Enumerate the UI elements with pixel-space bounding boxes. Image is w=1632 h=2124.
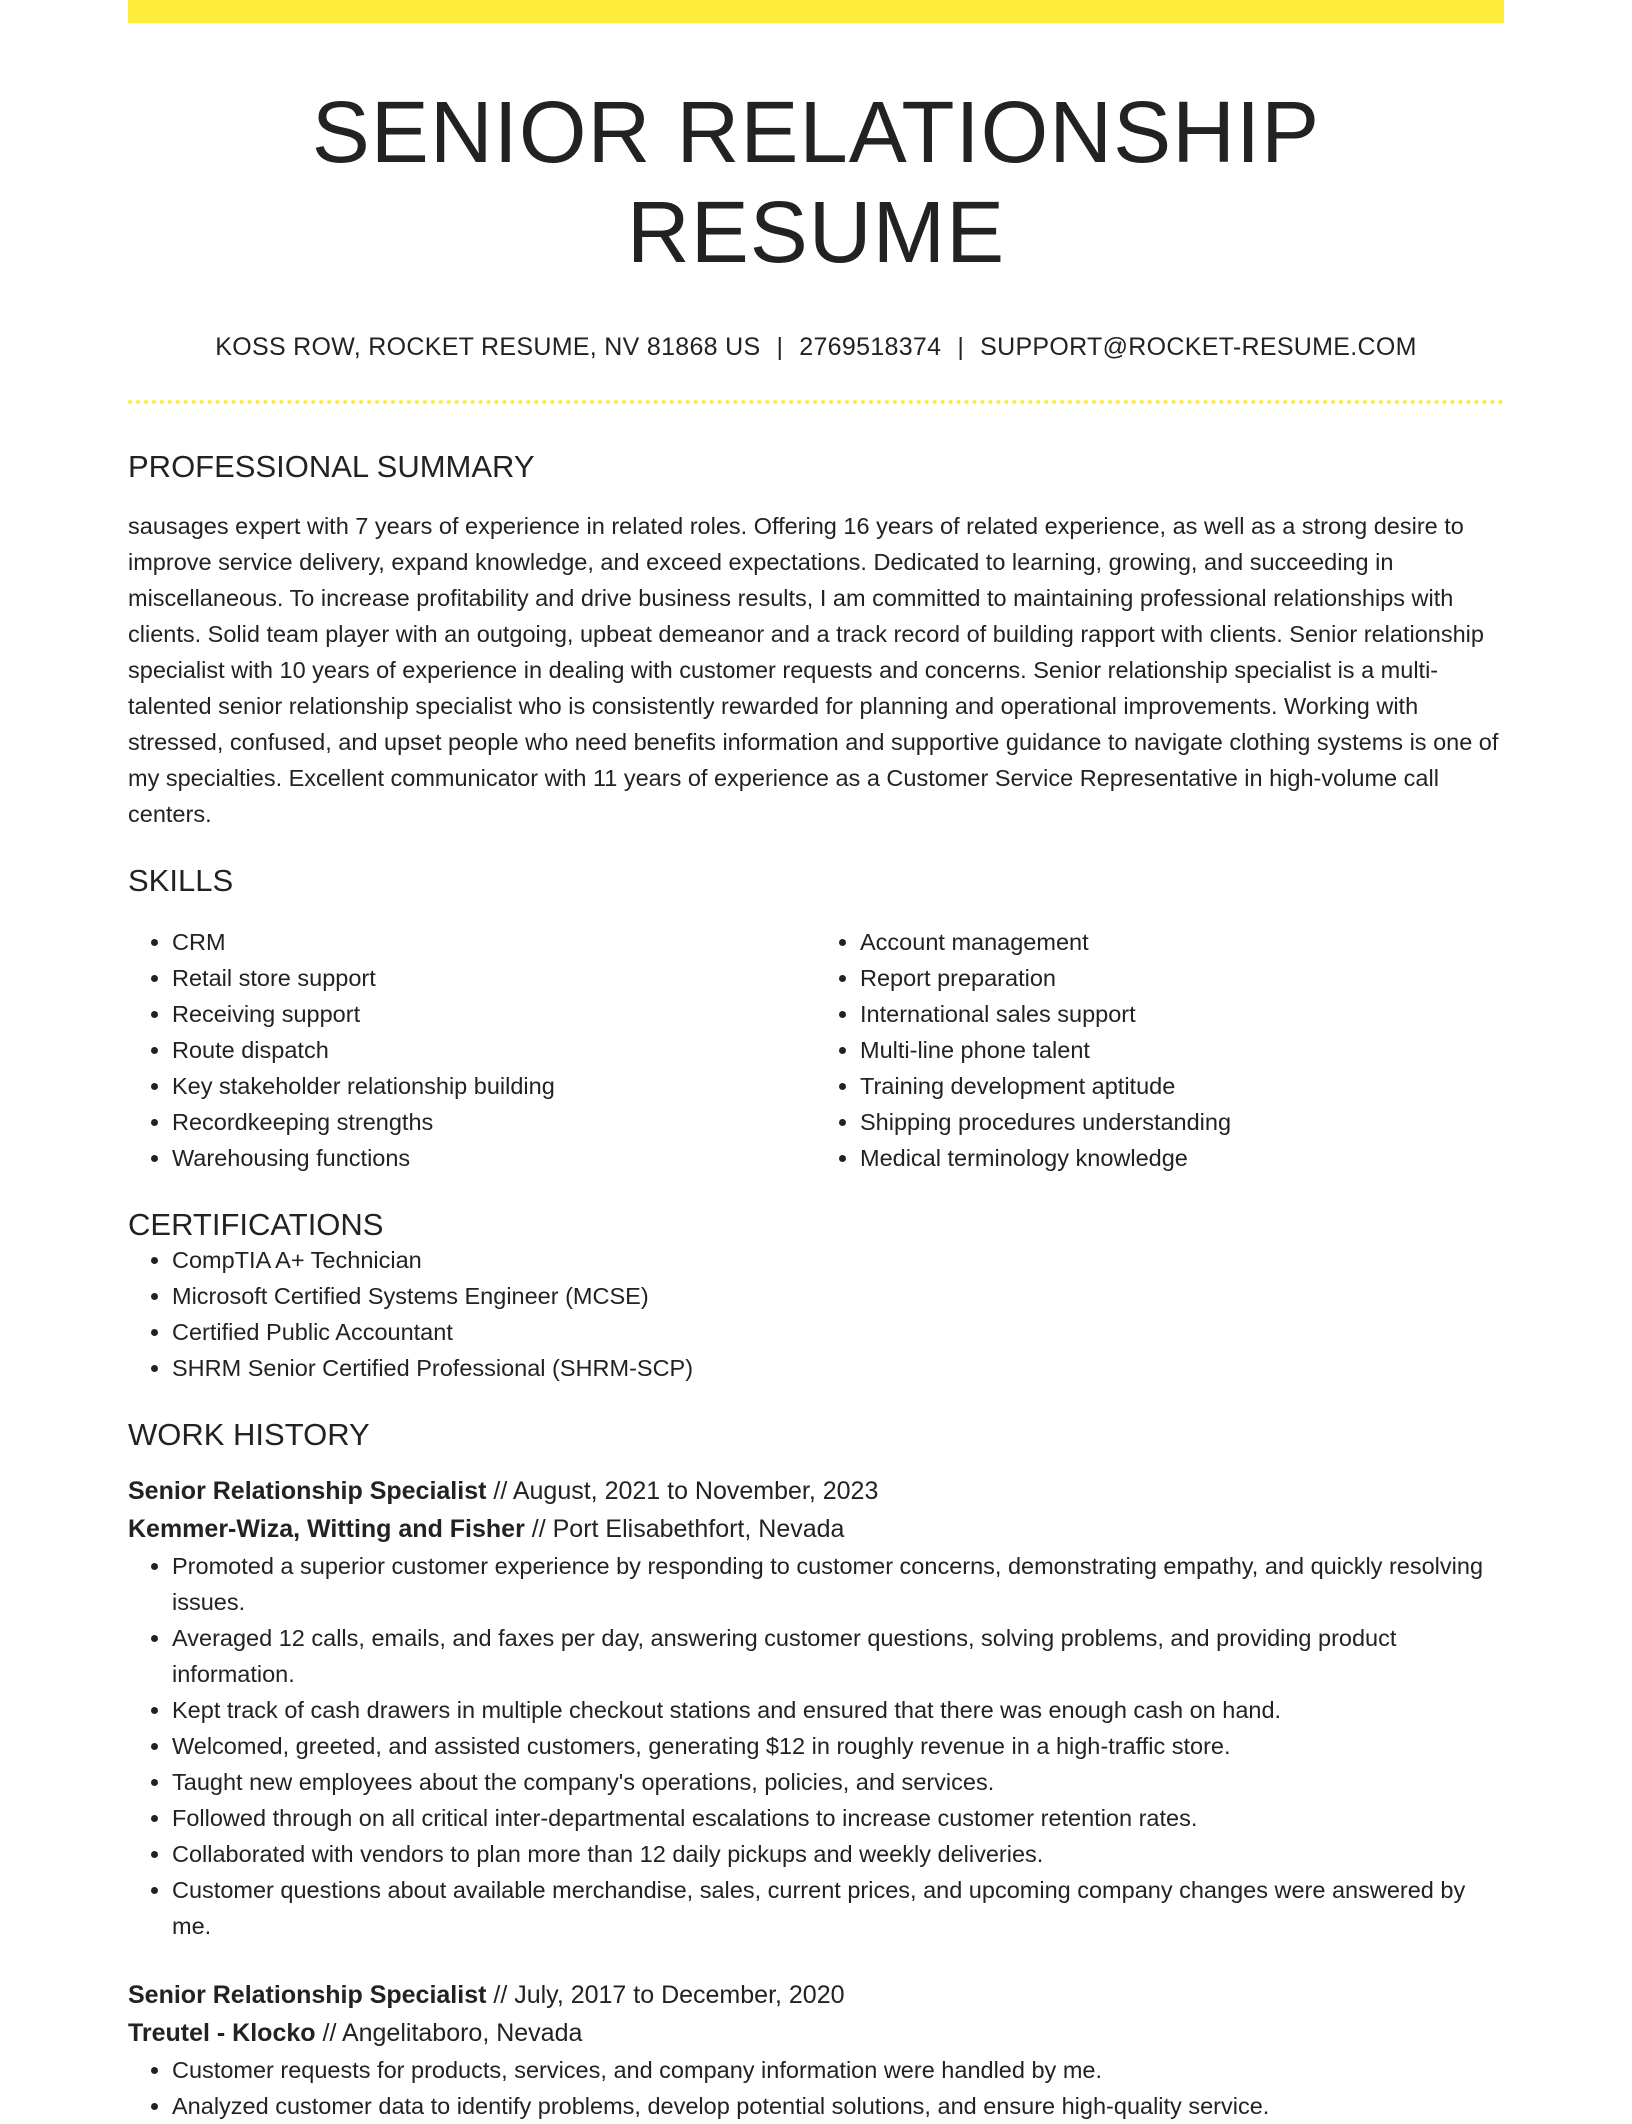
job-entry: [128, 1976, 1504, 2124]
job-company: Treutel - Klocko: [128, 2019, 316, 2048]
skill-item: • Receiving support: [172, 996, 816, 1032]
skills-list: [128, 924, 1504, 1176]
contact-email[interactable]: SUPPORT@ROCKET-RESUME.COM: [980, 333, 1417, 362]
job-location: // Angelitaboro, Nevada: [315, 2019, 583, 2048]
certification-item: • SHRM Senior Certified Professional (SHRM-SCP): [172, 1350, 1504, 1386]
job-bullet: • Analyzed customer data to identify problems, develop potential solutions, and ensure high-quality service.: [172, 2088, 1504, 2124]
skill-item: • Report preparation: [860, 960, 1504, 996]
job-bullet: • Followed through on all critical inter-departmental escalations to increase customer retention rates.: [172, 1800, 1504, 1836]
job-bullet: • Promoted a superior customer experience by responding to customer concerns, demonstrating empathy, and quickly resolving issues.: [172, 1548, 1504, 1620]
skill-item: • Shipping procedures understanding: [860, 1104, 1504, 1140]
skill-item: • Account management: [860, 924, 1504, 960]
dotted-divider: [128, 400, 1504, 404]
job-bullets: [128, 2052, 1504, 2124]
job-bullet: • Customer questions about available merchandise, sales, current prices, and upcoming company changes were answered by me.: [172, 1872, 1504, 1944]
job-role: Senior Relationship Specialist: [128, 1477, 487, 1506]
certification-item: • Microsoft Certified Systems Engineer (MCSE): [172, 1278, 1504, 1314]
job-header: [128, 1976, 1504, 2052]
contact-separator: |: [957, 333, 965, 362]
skill-item: • Key stakeholder relationship building: [172, 1068, 816, 1104]
job-bullet: • Welcomed, greeted, and assisted customers, generating $12 in roughly revenue in a high-traffic store.: [172, 1728, 1504, 1764]
skill-item: • Warehousing functions: [172, 1140, 816, 1176]
contact-separator: |: [776, 333, 784, 362]
job-bullet: • Customer requests for products, services, and company information were handled by me.: [172, 2052, 1504, 2088]
job-entry: [128, 1472, 1504, 1944]
job-bullet: • Averaged 12 calls, emails, and faxes per day, answering customer questions, solving problems, and providing product information.: [172, 1620, 1504, 1692]
skills-column-left: [128, 924, 816, 1176]
skills-heading: SKILLS: [128, 863, 234, 899]
job-bullet: • Kept track of cash drawers in multiple checkout stations and ensured that there was enough cash on hand.: [172, 1692, 1504, 1728]
job-dates: // July, 2017 to December, 2020: [486, 1981, 845, 2010]
skill-item: • CRM: [172, 924, 816, 960]
work-history-heading: WORK HISTORY: [128, 1417, 370, 1453]
summary-heading: PROFESSIONAL SUMMARY: [128, 449, 535, 485]
job-title-line: [128, 1472, 1504, 1510]
certification-item: • CompTIA A+ Technician: [172, 1242, 1504, 1278]
skill-item: • Route dispatch: [172, 1032, 816, 1068]
job-bullet: • Taught new employees about the company's operations, policies, and services.: [172, 1764, 1504, 1800]
contact-address: KOSS ROW, ROCKET RESUME, NV 81868 US: [215, 333, 761, 362]
certifications-heading: CERTIFICATIONS: [128, 1207, 384, 1243]
contact-line: [128, 333, 1504, 362]
certification-item: • Certified Public Accountant: [172, 1314, 1504, 1350]
job-dates: // August, 2021 to November, 2023: [486, 1477, 879, 1506]
job-location: // Port Elisabethfort, Nevada: [524, 1515, 845, 1544]
resume-page: [128, 0, 1504, 2124]
job-company: Kemmer-Wiza, Witting and Fisher: [128, 1515, 525, 1544]
skills-column-right: [816, 924, 1504, 1176]
certifications-list: [128, 1242, 1504, 1386]
summary-text: sausages expert with 7 years of experience in related roles. Offering 16 years of related experience, as well as a strong desire to improve service delivery, expand knowledge, and exceed expectations. Dedicated to learning, growing, and succeeding in miscellaneous. To increase profitability and drive business results, I am committed to maintaining professional relationships with clients. Solid team player with an outgoing, upbeat demeanor and a track record of building rapport with clients. Senior relationship specialist with 10 years of experience in dealing with customer requests and concerns. Senior relationship specialist is a multi-talented senior relationship specialist who is consistently rewarded for planning and operational improvements. Working with stressed, confused, and upset people who need benefits information and supportive guidance to navigate clothing systems is one of my specialties. Excellent communicator with 11 years of experience as a Customer Service Representative in high-volume call centers.: [128, 513, 1499, 828]
job-role: Senior Relationship Specialist: [128, 1981, 487, 2010]
job-title-line: [128, 1976, 1504, 2014]
accent-top-bar: [128, 0, 1504, 23]
skill-item: • Retail store support: [172, 960, 816, 996]
skill-item: • International sales support: [860, 996, 1504, 1032]
job-company-line: [128, 1510, 1504, 1548]
resume-title: SENIOR RELATIONSHIP RESUME: [311, 84, 1321, 282]
skill-item: • Multi-line phone talent: [860, 1032, 1504, 1068]
skill-item: • Recordkeeping strengths: [172, 1104, 816, 1140]
job-company-line: [128, 2014, 1504, 2052]
contact-phone[interactable]: 2769518374: [799, 333, 942, 362]
job-header: [128, 1472, 1504, 1548]
skill-item: • Training development aptitude: [860, 1068, 1504, 1104]
skill-item: • Medical terminology knowledge: [860, 1140, 1504, 1176]
job-bullets: [128, 1548, 1504, 1944]
job-bullet: • Collaborated with vendors to plan more than 12 daily pickups and weekly deliveries.: [172, 1836, 1504, 1872]
